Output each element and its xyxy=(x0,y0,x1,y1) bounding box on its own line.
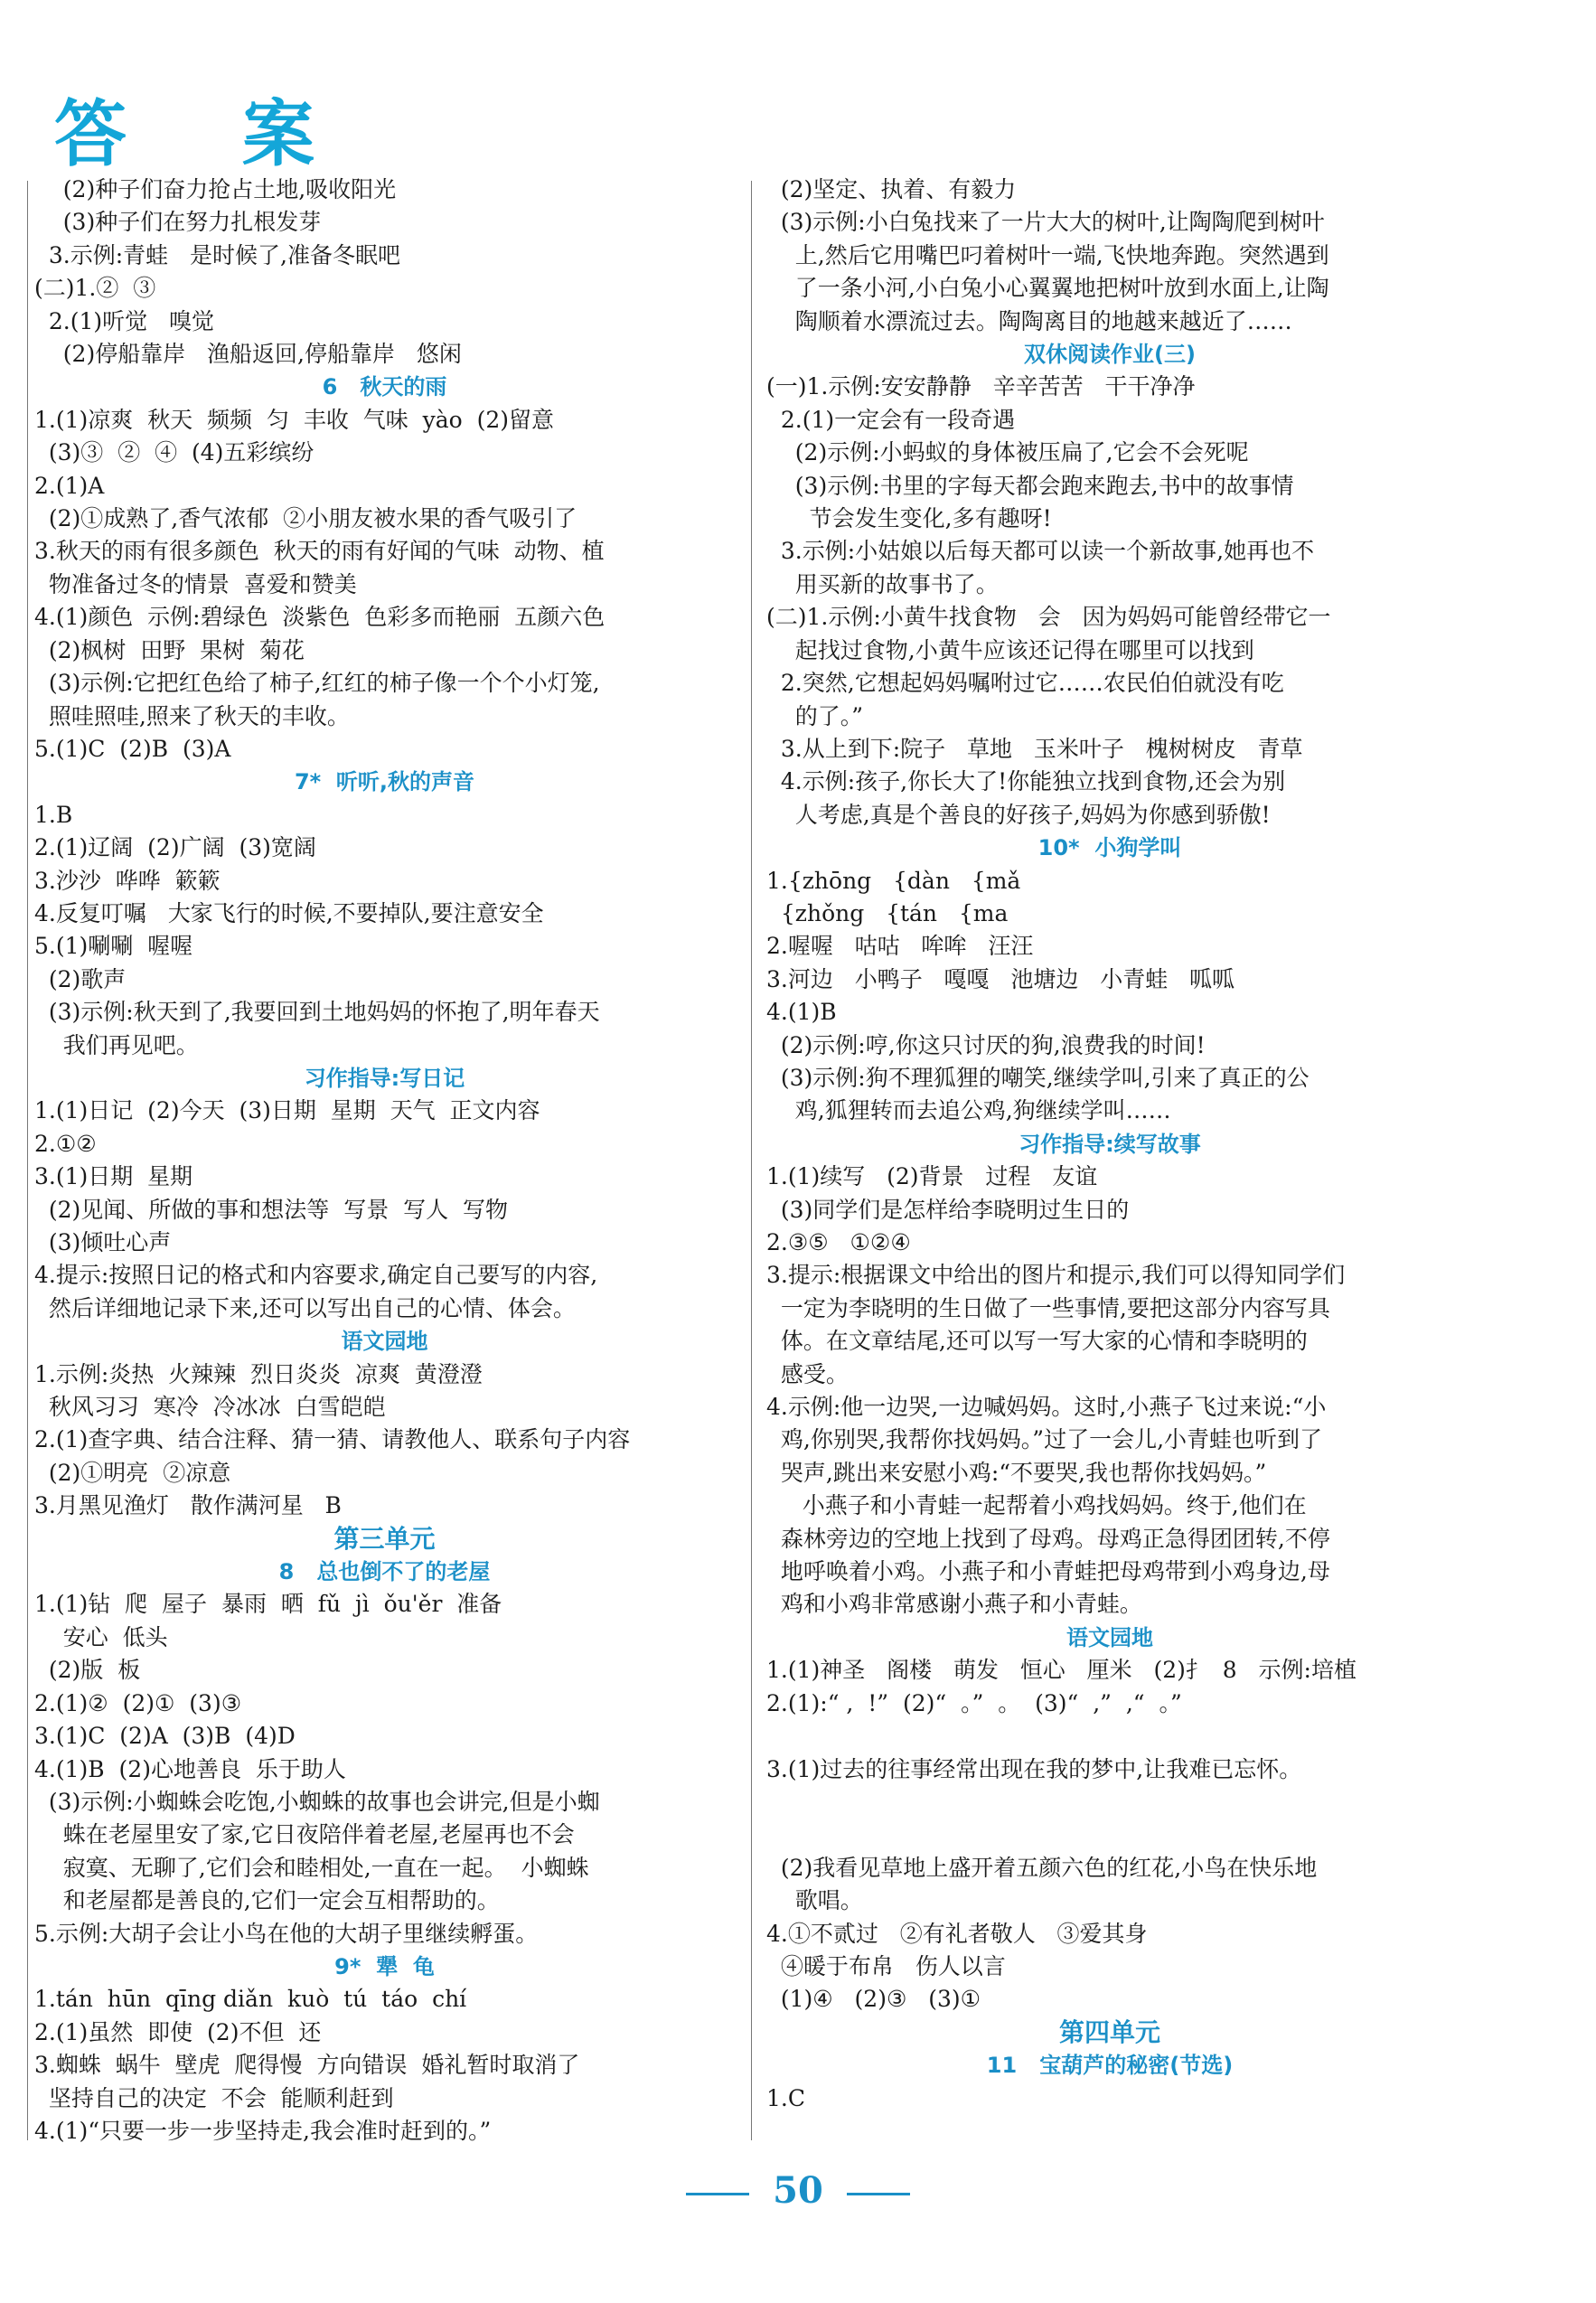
answer-line: (3)示例:小白兔找来了一片大大的树叶,让陶陶爬到树叶 xyxy=(766,209,1325,236)
answer-line: 起找过食物,小黄牛应该还记得在哪里可以找到 xyxy=(766,636,1254,663)
column-divider xyxy=(751,181,752,2140)
answer-line: 秋风习习 寒冷 冷冰冰 白雪皑皑 xyxy=(34,1394,386,1421)
section-heading: 习作指导:写日记 xyxy=(304,1065,465,1091)
answer-line: ④暖于布帛 伤人以言 xyxy=(766,1952,1006,1979)
answer-line: 4.(1)B xyxy=(766,999,837,1026)
page-footer xyxy=(0,2169,1596,2212)
answer-line: (2)见闻、所做的事和想法等 写景 写人 写物 xyxy=(34,1196,508,1223)
answer-line: 2.③⑤ ①②④ xyxy=(766,1229,911,1255)
answer-line: 1.B xyxy=(34,801,73,828)
section-heading: 第四单元 xyxy=(1058,2016,1160,2047)
answer-line: 1.示例:炎热 火辣辣 烈日炎炎 凉爽 黄澄澄 xyxy=(34,1360,483,1387)
answer-line: (2)①成熟了,香气浓郁 ②小朋友被水果的香气吸引了 xyxy=(34,505,577,532)
answer-line: (2)种子们奋力抢占土地,吸收阳光 xyxy=(34,176,397,202)
answer-line: (2)①明亮 ②凉意 xyxy=(34,1459,231,1486)
answer-line: (3)示例:书里的字每天都会跑来跑去,书中的故事情 xyxy=(766,472,1294,499)
answer-line: 4.示例:孩子,你长大了!你能独立找到食物,还会为别 xyxy=(766,768,1286,795)
answer-line: 3.(1)C (2)A (3)B (4)D xyxy=(34,1723,296,1750)
answer-line: 一定为李晓明的生日做了一些事情,要把这部分内容写具 xyxy=(766,1294,1330,1321)
answer-line: 鸡,你别哭,我帮你找妈妈。”过了一会儿,小青蛙也听到了 xyxy=(766,1426,1323,1453)
section-heading: 11 宝葫芦的秘密(节选) xyxy=(986,2053,1234,2079)
answer-line: 陶顺着水漂流过去。陶陶离目的地越来越近了…… xyxy=(766,307,1292,334)
answer-line: (2)示例:哼,你这只讨厌的狗,浪费我的时间! xyxy=(766,1031,1206,1058)
answer-line: 感受。 xyxy=(766,1360,849,1387)
answer-line: 3.河边 小鸭子 嘎嘎 池塘边 小青蛙 呱呱 xyxy=(766,965,1235,992)
answer-line: (二)1.② ③ xyxy=(34,275,156,302)
answer-line: (3)种子们在努力扎根发芽 xyxy=(34,209,322,236)
answer-line xyxy=(766,1720,1453,1753)
answer-line: 5.示例:大胡子会让小鸟在他的大胡子里继续孵蛋。 xyxy=(34,1920,539,1947)
answer-line: (3)示例:小蜘蛛会吃饱,小蜘蛛的故事也会讲完,但是小蜘 xyxy=(34,1788,600,1815)
answer-line: (一)1.示例:安安静静 辛辛苦苦 干干净净 xyxy=(766,373,1196,400)
answer-line: 4.示例:他一边哭,一边喊妈妈。这时,小燕子飞过来说:“小 xyxy=(766,1394,1327,1421)
section-heading: 习作指导:续写故事 xyxy=(1019,1131,1201,1157)
footer-rule-left xyxy=(686,2193,749,2195)
answer-line: 2.(1)虽然 即使 (2)不但 还 xyxy=(34,2018,322,2045)
answer-line: 体。在文章结尾,还可以写一写大家的心情和李晓明的 xyxy=(766,1328,1308,1355)
answer-line: 物准备过冬的情景 喜爱和赞美 xyxy=(34,570,357,597)
answer-line: (1)④ (2)③ (3)① xyxy=(766,1986,981,2013)
answer-line: 3.示例:青蛙 是时候了,准备冬眠吧 xyxy=(34,241,400,268)
page-title: 答 案 xyxy=(54,91,360,176)
answer-line: 5.(1)C (2)B (3)A xyxy=(34,735,231,762)
answer-line: (2)示例:小蚂蚁的身体被压扁了,它会不会死呢 xyxy=(766,439,1249,466)
answer-line: 我们再见吧。 xyxy=(34,1031,199,1058)
answer-line: (3)倾吐心声 xyxy=(34,1229,172,1255)
answer-line: 和老屋都是善良的,它们一定会互相帮助的。 xyxy=(34,1887,500,1914)
answer-line: 3.(1)日期 星期 xyxy=(34,1163,193,1190)
answer-line: 2.(1)辽阔 (2)广阔 (3)宽阔 xyxy=(34,834,316,861)
answer-line: 2.(1)A xyxy=(34,472,105,499)
answer-line: 1.(1)神圣 阁楼 萌发 恒心 厘米 (2)扌 8 示例:培植 xyxy=(766,1657,1357,1684)
answer-line: 3.秋天的雨有很多颜色 秋天的雨有好闻的气味 动物、植 xyxy=(34,538,605,565)
section-heading: 语文园地 xyxy=(1066,1624,1153,1650)
footer-rule-right xyxy=(847,2193,910,2195)
answer-line: 1.(1)钻 爬 屋子 暴雨 晒 fǔ jì ǒu'ěr 准备 xyxy=(34,1591,502,1618)
answer-line: 3.(1)过去的往事经常出现在我的梦中,让我难已忘怀。 xyxy=(766,1755,1302,1782)
answer-line: 上,然后它用嘴巴叼着树叶一端,飞快地奔跑。突然遇到 xyxy=(766,241,1329,268)
answer-line: 了一条小河,小白兔小心翼翼地把树叶放到水面上,让陶 xyxy=(766,275,1329,302)
section-heading: 6 秋天的雨 xyxy=(322,374,447,400)
answer-line: 1.C xyxy=(766,2084,805,2111)
answer-line: 2.(1)② (2)① (3)③ xyxy=(34,1689,242,1716)
answer-line: 4.(1)颜色 示例:碧绿色 淡紫色 色彩多而艳丽 五颜六色 xyxy=(34,604,606,631)
answer-line: {zhǒng {tán {ma xyxy=(766,899,1009,926)
answer-line xyxy=(766,1819,1453,1851)
section-heading: 7* 听听,秋的声音 xyxy=(294,769,475,795)
answer-line: 的了。” xyxy=(766,702,864,729)
answer-line: (3)示例:秋天到了,我要回到土地妈妈的怀抱了,明年春天 xyxy=(34,999,600,1026)
answer-line: 1.(1)凉爽 秋天 频频 匀 丰收 气味 yào (2)留意 xyxy=(34,406,555,433)
left-column xyxy=(34,174,735,2148)
answer-line: (2)停船靠岸 渔船返回,停船靠岸 悠闲 xyxy=(34,341,462,368)
answer-line: 1.{zhōng {dàn {mǎ xyxy=(766,867,1021,894)
section-heading: 8 总也倒不了的老屋 xyxy=(278,1559,491,1585)
answer-line: 森林旁边的空地上找到了母鸡。母鸡正急得团团转,不停 xyxy=(766,1525,1330,1552)
answer-line: 3.月黑见渔灯 散作满河星 B xyxy=(34,1492,342,1519)
answer-line: 用买新的故事书了。 xyxy=(766,570,999,597)
answer-line: (3)同学们是怎样给李晓明过生日的 xyxy=(766,1196,1130,1223)
answer-line: 2.喔喔 咕咕 哞哞 汪汪 xyxy=(766,933,1034,960)
answer-line: 4.(1)B (2)心地善良 乐于助人 xyxy=(34,1755,346,1782)
answer-line: 安心 低头 xyxy=(34,1623,168,1650)
answer-line: 2.(1)一定会有一段奇遇 xyxy=(766,406,1016,433)
answer-line: 蛛在老屋里安了家,它日夜陪伴着老屋,老屋再也不会 xyxy=(34,1821,575,1848)
answer-line: 小燕子和小青蛙一起帮着小鸡找妈妈。终于,他们在 xyxy=(766,1492,1307,1519)
answer-line: 照哇照哇,照来了秋天的丰收。 xyxy=(34,702,350,729)
answer-line: 1.tán hūn qīng diǎn kuò tú táo chí xyxy=(34,1986,467,2013)
answer-line: 4.提示:按照日记的格式和内容要求,确定自己要写的内容, xyxy=(34,1262,598,1289)
answer-line: 3.沙沙 哗哗 簌簌 xyxy=(34,867,221,894)
answer-line: 1.(1)续写 (2)背景 过程 友谊 xyxy=(766,1163,1098,1190)
answer-line: 3.提示:根据课文中给出的图片和提示,我们可以得知同学们 xyxy=(766,1262,1346,1289)
answer-line: 寂寞、无聊了,它们会和睦相处,一直在一起。 小蜘蛛 xyxy=(34,1854,589,1881)
section-heading: 语文园地 xyxy=(341,1329,428,1355)
answer-line: (3)示例:狗不理狐狸的嘲笑,继续学叫,引来了真正的公 xyxy=(766,1064,1310,1091)
answer-line: 2.(1):“ , !” (2)“ 。” 。 (3)“ ,” ,“ 。” xyxy=(766,1689,1182,1716)
answer-line: 2.突然,它想起妈妈嘱咐过它……农民伯伯就没有吃 xyxy=(766,670,1284,697)
answer-line: 鸡,狐狸转而去追公鸡,狗继续学叫…… xyxy=(766,1097,1171,1124)
answer-line: 人考虑,真是个善良的好孩子,妈妈为你感到骄傲! xyxy=(766,801,1271,828)
section-heading: 双休阅读作业(三) xyxy=(1024,342,1196,368)
answer-line xyxy=(766,1786,1453,1819)
left-margin-rule xyxy=(27,181,28,2140)
answer-line: (3)示例:它把红色给了柿子,红红的柿子像一个个小灯笼, xyxy=(34,670,600,697)
answer-line: 然后详细地记录下来,还可以写出自己的心情、体会。 xyxy=(34,1294,576,1321)
answer-line: (2)坚定、执着、有毅力 xyxy=(766,176,1017,202)
answer-line: 2.(1)查字典、结合注释、猜一猜、请教他人、联系句子内容 xyxy=(34,1426,631,1453)
answer-line: 坚持自己的决定 不会 能顺利赶到 xyxy=(34,2084,394,2111)
answer-line: 3.蜘蛛 蜗牛 壁虎 爬得慢 方向错误 婚礼暂时取消了 xyxy=(34,2052,580,2079)
answer-line: 3.示例:小姑娘以后每天都可以读一个新故事,她再也不 xyxy=(766,538,1315,565)
answer-line: 哭声,跳出来安慰小鸡:“不要哭,我也帮你找妈妈。” xyxy=(766,1459,1267,1486)
answer-line: 歌唱。 xyxy=(766,1887,863,1914)
page-number: 50 xyxy=(773,2169,823,2212)
answer-line: 4.①不贰过 ②有礼者敬人 ③爱其身 xyxy=(766,1920,1148,1947)
answer-line: 节会发生变化,多有趣呀! xyxy=(766,505,1052,532)
answer-line: (2)枫树 田野 果树 菊花 xyxy=(34,636,305,663)
answer-line: 2.(1)听觉 嗅觉 xyxy=(34,307,214,334)
answer-line: 4.反复叮嘱 大家飞行的时候,不要掉队,要注意安全 xyxy=(34,899,544,926)
answer-line: (2)歌声 xyxy=(34,965,127,992)
answer-line: 5.(1)唰唰 喔喔 xyxy=(34,933,193,960)
section-heading: 10* 小狗学叫 xyxy=(1037,835,1182,861)
section-heading: 9* 犟 龟 xyxy=(334,1953,435,1979)
answer-line: 4.(1)“只要一步一步坚持走,我会准时赶到的。” xyxy=(34,2117,492,2144)
answer-line: 地呼唤着小鸡。小燕子和小青蛙把母鸡带到小鸡身边,母 xyxy=(766,1558,1330,1585)
answer-line: (2)我看见草地上盛开着五颜六色的红花,小鸟在快乐地 xyxy=(766,1854,1318,1881)
answer-line: (3)③ ② ④ (4)五彩缤纷 xyxy=(34,439,315,466)
answer-line: 3.从上到下:院子 草地 玉米叶子 槐树树皮 青草 xyxy=(766,735,1303,762)
answer-line: (二)1.示例:小黄牛找食物 会 因为妈妈可能曾经带它一 xyxy=(766,604,1331,631)
answer-line: 鸡和小鸡非常感谢小燕子和小青蛙。 xyxy=(766,1591,1142,1618)
answer-line: 1.(1)日记 (2)今天 (3)日期 星期 天气 正文内容 xyxy=(34,1097,540,1124)
right-column xyxy=(766,174,1453,2115)
section-heading: 第三单元 xyxy=(333,1523,436,1554)
answer-line: (2)版 板 xyxy=(34,1657,141,1684)
answer-line: 2.①② xyxy=(34,1130,97,1157)
